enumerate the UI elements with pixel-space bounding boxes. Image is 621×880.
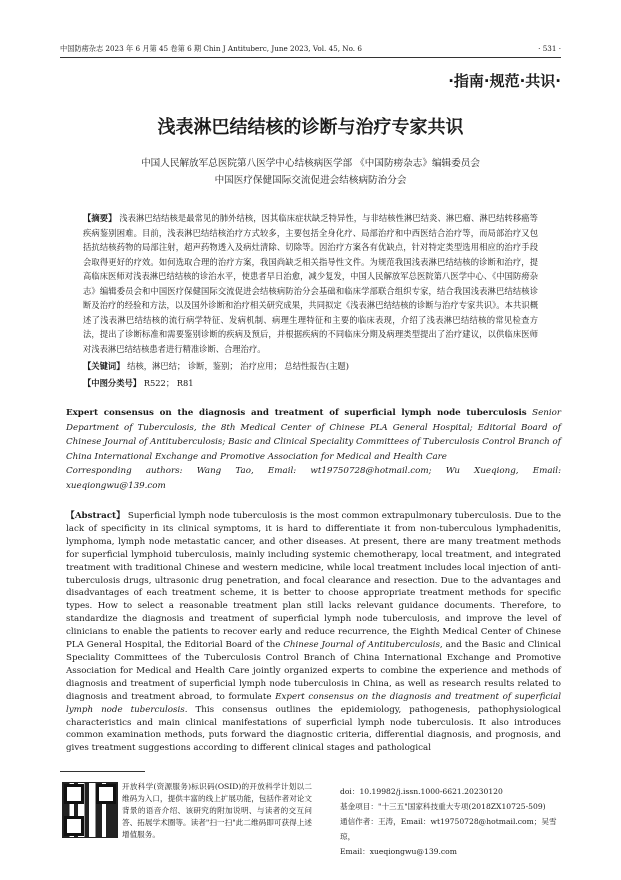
english-abstract-text-b: , and the Basic and Clinical Speciality Committees of the Tuberculosis Control Branch of China International Exchange and Promotive Association for Medical and Health Care jointly organized experts to combine the experience and methods of diagnosis and treatment of superficial lymph node tuberculosis in China, as well as research results related to diagnosis and treatment abroad, to formulate [66, 640, 561, 702]
running-head-journal: 中国防痨杂志 2023 年 6 月第 45 卷第 6 期 Chin J Antituberc, June 2023, Vol. 45, No. 6 [60, 44, 362, 53]
english-abstract [66, 510, 561, 755]
chinese-abstract [83, 211, 538, 356]
classification-label: 【中图分类号】 [83, 378, 142, 388]
english-abstract-text-a: Superficial lymph node tuberculosis is the most common extrapulmonary tuberculosis. Due to the lack of specificity in its clinical symptoms, it is hard to differentiate it from non-tuberculous lymphadenitis, lymphoma, lymph node metastatic cancer, and other diseases. At present, there are many treatment methods for superficial lymphoid tuberculosis, mainly including systemic chemotherapy, local treatment, and integrated treatment with traditional Chinese and western medicine, while local treatment includes local injection of anti-tuberculosis drugs, ultrasonic drug penetration, and focal clearance and resection. Due to the advantages and disadvantages of each treatment scheme, it is better to choose appropriate treatment methods for specific types. How to select a reasonable treatment plan still lacks relevant guidance documents. Therefore, to standardize the diagnosis and treatment of superficial lymph node tuberculosis, and improve the level of clinicians to enable the patients to recover early and reduce recurrence, the Eighth Medical Center of Chinese PLA General Hospital, the Editorial Board of the [66, 511, 561, 651]
classification-text: R522； R81 [143, 378, 194, 388]
section-tag: ·指南·规范·共识· [448, 72, 561, 90]
english-abstract-label: 【Abstract】 [66, 511, 125, 521]
footer-rule [60, 771, 145, 772]
fund-project: 基金项目："十三五"国家科技重大专项(2018ZX10725-509) [340, 802, 546, 811]
keywords-label: 【关键词】 [83, 361, 125, 371]
keywords-text: 结核，淋巴结； 诊断，鉴别； 治疗应用； 总结性报告(主题) [127, 361, 349, 371]
english-title: Expert consensus on the diagnosis and treatment of superficial lymph node tuberculosis [66, 408, 527, 418]
contact-line-1: 通信作者：王涛，Email：wt19750728@hotmail.com；吴雪琼， [340, 817, 557, 841]
page-number: · 531 · [538, 44, 561, 53]
authors-line-2: 中国医疗保健国际交流促进会结核病防治分会 [214, 175, 407, 186]
corresponding-authors: Corresponding authors: Wang Tao, Email: wt19750728@hotmail.com; Wu Xueqiong, Email: xueqiongwu@139.com [66, 466, 561, 491]
abstract-text: 浅表淋巴结结核是最常见的肺外结核，因其临床症状缺乏特异性，与非结核性淋巴结炎、淋巴瘤、淋巴结转移癌等疾病鉴别困难。目前，浅表淋巴结结核治疗方式较多，主要包括全身化疗、局部治疗和中西医结合治疗等，而局部治疗又包括抗结核药物的局部注射，超声药物透入及病灶清除、切除等。因治疗方案各有优缺点，针对特定类型选用相应的治疗手段会取得更好的疗效。如何选取合理的治疗方案，我国尚缺乏相关指导性文件。为规范我国浅表淋巴结结核的诊断和治疗，提高临床医师对浅表淋巴结结核的诊治水平，使患者早日治愈，减少复发，中国人民解放军总医院第八医学中心、《中国防痨杂志》编辑委员会和中国医疗保健国际交流促进会结核病防治分会基础和临床学部联合组织专家，结合我国浅表淋巴结结核诊断及治疗的经验和方法，以及国外诊断和治疗相关研究成果，共同拟定《浅表淋巴结结核的诊断与治疗专家共识》。本共识概述了浅表淋巴结结核的流行病学特征、发病机制、病理生理特征和主要的临床表现，介绍了浅表淋巴结结核的常见检查方法，提出了诊断标准和需要鉴别诊断的疾病及预后，并根据疾病的不同临床分期及病理类型提出了治疗建议，以供临床医师对浅表淋巴结结核患者进行精准诊断、合理治疗。 [83, 213, 538, 354]
qr-code[interactable] [62, 782, 118, 838]
doi: doi：10.19982/j.issn.1000-6621.20230120 [340, 787, 503, 796]
running-head [60, 44, 561, 58]
classification [83, 377, 538, 389]
keywords [83, 360, 538, 372]
english-title-block [66, 406, 561, 494]
authors-line-1: 中国人民解放军总医院第八医学中心结核病医学部 《中国防痨杂志》编辑委员会 [141, 158, 480, 169]
article-title: 浅表淋巴结结核的诊断与治疗专家共识 [157, 117, 464, 138]
article-meta [340, 784, 570, 859]
abstract-label: 【摘要】 [83, 213, 117, 223]
author-affiliations [60, 155, 561, 189]
osid-notice: 开放科学(资源服务)标识码(OSID)的开放科学计划以二维码为入口，提供丰富的线上扩展功能，包括作者对论文背景的语音介绍、该研究的附加说明、与读者的交互问答、拓展学术圈等。读者"扫一扫"此二维码即可获得上述增值服务。 [122, 782, 312, 839]
contact-line-2: Email：xueqiongwu@139.com [340, 847, 457, 856]
english-orgs: Senior Department of Tuberculosis, the 8th Medical Center of Chinese PLA General Hospital; Editorial Board of Chinese Journal of Antituberculosis; Basic and Clinical Speciality Committees of Tuberculosis Control Branch of China International Exchange and Promotive Association for Medical and Health Care [66, 408, 562, 462]
english-abstract-text-c: . This consensus outlines the epidemiology, pathogenesis, pathophysiological characteristics and main clinical manifestations of superficial lymph node tuberculosis. It also introduces common examination methods, puts forward the diagnostic criteria, differential diagnosis, and prognosis, and gives treatment suggestions according to different clinical stages and pathological [66, 704, 561, 754]
consensus-title: Expert consensus on the diagnosis and treatment of superficial lymph node tuberculosis [66, 691, 561, 715]
journal-name: Chinese Journal of Antituberculosis [283, 640, 440, 651]
